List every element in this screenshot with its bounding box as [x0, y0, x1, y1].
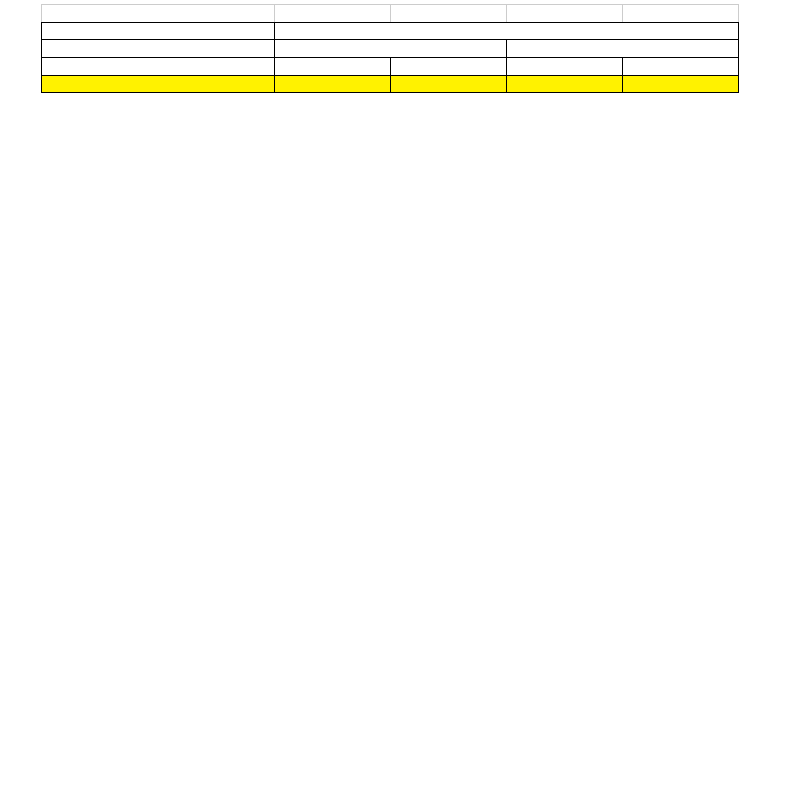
- model-number: [275, 40, 507, 58]
- size-table: [41, 4, 739, 93]
- size-header: [623, 58, 739, 76]
- size-header: [275, 58, 391, 76]
- model-row: [42, 40, 739, 58]
- size-header-row: [42, 58, 739, 76]
- table-title: [275, 22, 739, 40]
- size-header: [391, 58, 507, 76]
- blank-row: [42, 5, 739, 23]
- section-header-top: [42, 75, 739, 93]
- size-header: [507, 58, 623, 76]
- product-photos: [6, 560, 798, 798]
- title-row: [42, 22, 739, 40]
- model-number: [507, 40, 739, 58]
- size-chart: [41, 4, 738, 93]
- section-label: [42, 75, 275, 93]
